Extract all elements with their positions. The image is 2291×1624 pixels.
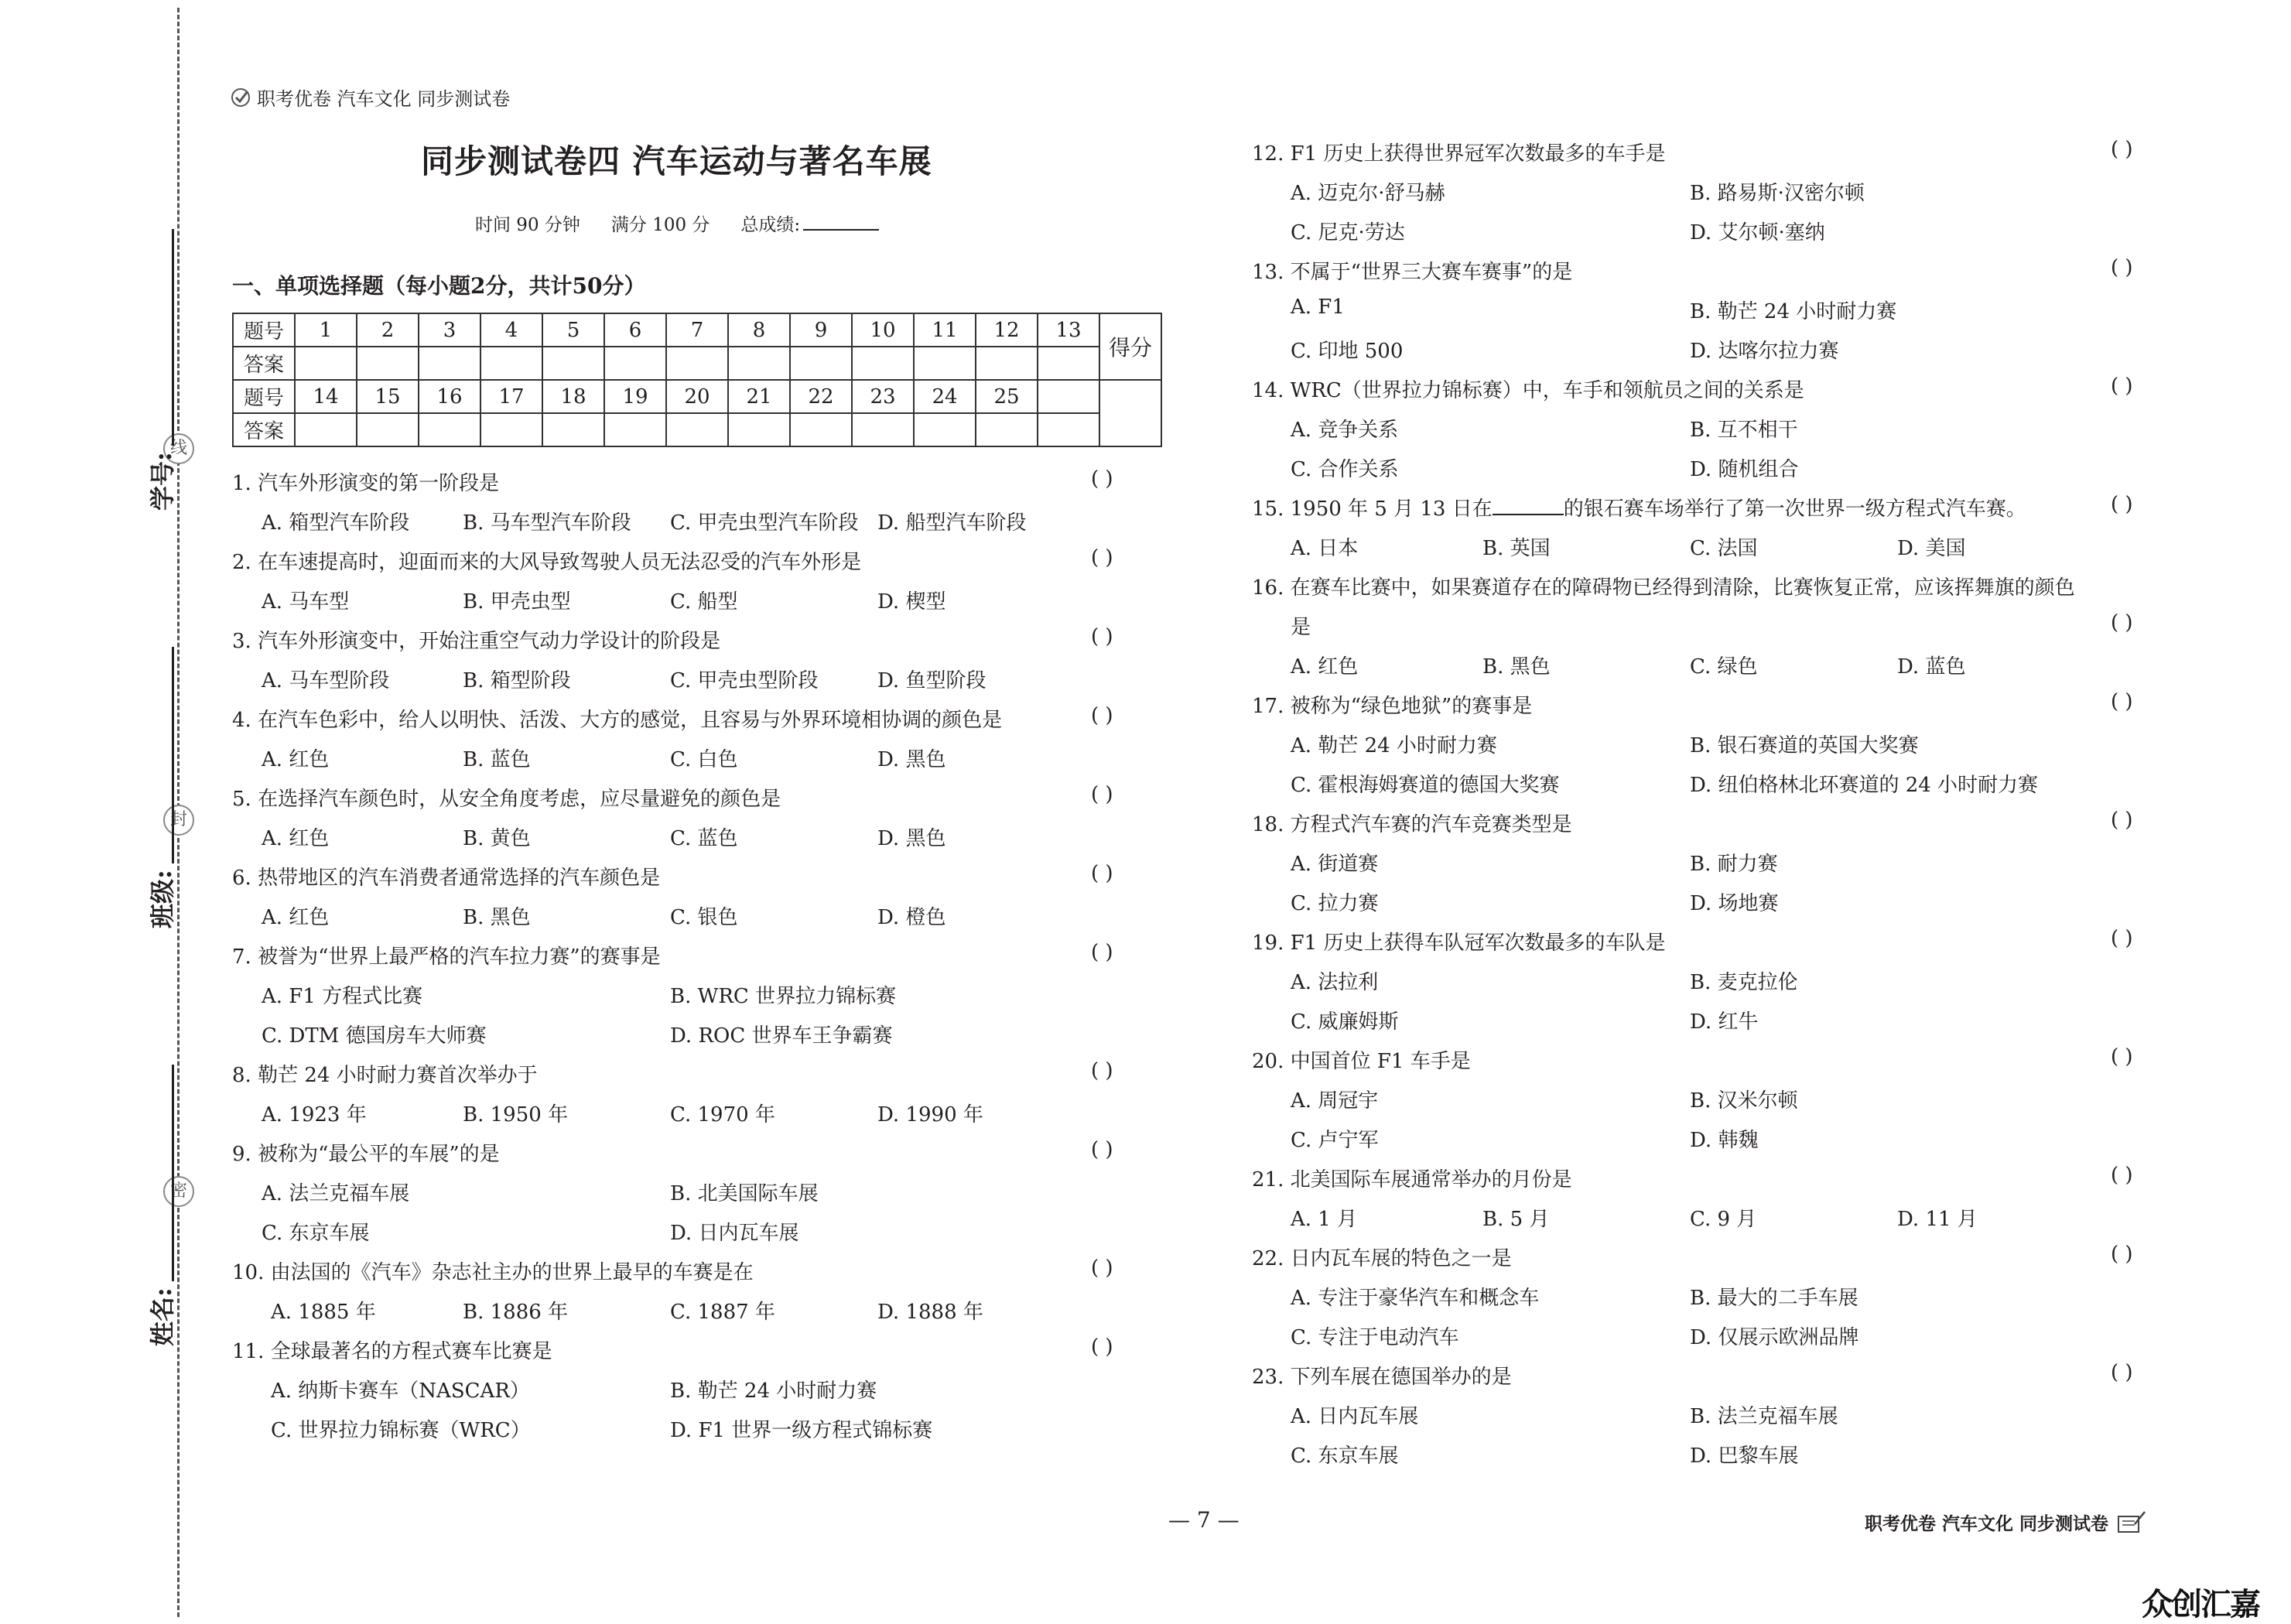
- option: A. 红色: [262, 906, 330, 929]
- option: A. 马车型: [262, 590, 350, 614]
- question-17-answer[interactable]: ( ): [2111, 690, 2133, 713]
- question-11-stem: 11. 全球最著名的方程式赛车比赛是: [232, 1340, 552, 1363]
- answer-cell[interactable]: [852, 347, 914, 380]
- question-4-stem: 4. 在汽车色彩中，给人以明快、活泼、大方的感觉，且容易与外界环境相协调的颜色是: [232, 709, 1003, 732]
- answer-cell[interactable]: [419, 347, 480, 380]
- question-19-stem: 19. F1 历史上获得车队冠军次数最多的车队是: [1252, 932, 1666, 955]
- option: C. 蓝色: [670, 827, 738, 850]
- question-2-answer[interactable]: ( ): [1091, 546, 1113, 569]
- option: D. F1 世界一级方程式锦标赛: [670, 1419, 933, 1442]
- answer-cell[interactable]: [542, 347, 604, 380]
- option: D. 美国: [1897, 537, 1966, 560]
- option: C. 霍根海姆赛道的德国大奖赛: [1291, 774, 1560, 797]
- exam-time: 时间 90 分钟: [475, 215, 580, 235]
- option: C. 银色: [670, 906, 738, 929]
- question-16-answer[interactable]: ( ): [2111, 611, 2133, 634]
- option: B. 黑色: [463, 906, 531, 929]
- question-14-answer[interactable]: ( ): [2111, 374, 2133, 398]
- question-18-answer[interactable]: ( ): [2111, 809, 2133, 832]
- name-field[interactable]: [143, 1065, 179, 1346]
- table-row: [233, 413, 1161, 446]
- option: D. 日内瓦车展: [670, 1222, 799, 1245]
- question-5-answer[interactable]: ( ): [1091, 783, 1113, 806]
- answer-cell[interactable]: [728, 413, 790, 446]
- question-number-cell: 7: [666, 313, 728, 347]
- question-number-cell: 22: [790, 380, 852, 413]
- row-label-number: 题号: [233, 313, 295, 347]
- option: D. 红牛: [1690, 1010, 1759, 1034]
- question-number-cell: 12: [976, 313, 1038, 347]
- question-20-answer[interactable]: ( ): [2111, 1045, 2133, 1068]
- question-23-stem: 23. 下列车展在德国举办的是: [1252, 1366, 1512, 1389]
- option: C. 威廉姆斯: [1291, 1010, 1399, 1034]
- question-10-answer[interactable]: ( ): [1091, 1256, 1113, 1280]
- option: B. 最大的二手车展: [1690, 1287, 1858, 1310]
- option: B. 互不相干: [1690, 419, 1798, 442]
- question-number-cell: 20: [666, 380, 728, 413]
- question-15-blank[interactable]: [1493, 514, 1564, 515]
- option: A. 迈克尔·舒马赫: [1291, 182, 1445, 205]
- page-title: 同步测试卷四 汽车运动与著名车展: [421, 142, 932, 180]
- page-number: — 7 —: [1168, 1507, 1240, 1533]
- question-number-cell: 10: [852, 313, 914, 347]
- question-number-cell: 23: [852, 380, 914, 413]
- answer-table: [232, 313, 1162, 447]
- option: D. 巴黎车展: [1690, 1445, 1799, 1468]
- answer-cell[interactable]: [976, 347, 1038, 380]
- option: D. 鱼型阶段: [877, 669, 986, 692]
- option: B. 北美国际车展: [670, 1182, 819, 1205]
- option: B. 蓝色: [463, 748, 531, 771]
- question-number-cell: 16: [419, 380, 480, 413]
- answer-cell[interactable]: [357, 347, 419, 380]
- question-number-cell: 3: [419, 313, 480, 347]
- question-12-answer[interactable]: ( ): [2111, 138, 2133, 161]
- option: B. WRC 世界拉力锦标赛: [670, 985, 897, 1008]
- option: D. 1990 年: [877, 1103, 983, 1127]
- answer-cell[interactable]: [604, 413, 666, 446]
- question-12-stem: 12. F1 历史上获得世界冠军次数最多的车手是: [1252, 142, 1666, 166]
- option: B. 麦克拉伦: [1690, 971, 1798, 994]
- question-19-answer[interactable]: ( ): [2111, 927, 2133, 950]
- name-line[interactable]: [172, 1065, 174, 1281]
- option: D. 橙色: [877, 906, 946, 929]
- question-7-answer[interactable]: ( ): [1091, 941, 1113, 964]
- watermark: 众创汇嘉: [2142, 1587, 2259, 1622]
- option: C. DTM 德国房车大师赛: [262, 1024, 487, 1048]
- answer-cell[interactable]: [914, 413, 976, 446]
- option: D. 1888 年: [877, 1301, 983, 1324]
- option: D. 黑色: [877, 827, 946, 850]
- option: C. 白色: [670, 748, 738, 771]
- option: A. 1885 年: [271, 1301, 376, 1324]
- answer-cell[interactable]: [976, 413, 1038, 446]
- question-16-stem-line2: 是: [1291, 616, 1311, 639]
- exam-full-score: 满分 100 分: [610, 215, 710, 235]
- option: A. 专注于豪华汽车和概念车: [1291, 1287, 1540, 1310]
- option: D. 达喀尔拉力赛: [1690, 340, 1839, 363]
- bind-mark-secret: 密: [163, 1176, 194, 1207]
- book-icon: [2116, 1509, 2147, 1535]
- answer-cell[interactable]: [542, 413, 604, 446]
- question-number-cell: 14: [295, 380, 357, 413]
- question-13-answer[interactable]: ( ): [2111, 256, 2133, 279]
- answer-cell[interactable]: [480, 347, 542, 380]
- section-heading: 一、单项选择题（每小题2分，共计50分）: [232, 273, 646, 299]
- option: A. 街道赛: [1291, 853, 1379, 876]
- option: C. 拉力赛: [1291, 892, 1379, 915]
- option: A. 1923 年: [262, 1103, 367, 1127]
- option: B. 路易斯·汉密尔顿: [1690, 182, 1865, 205]
- table-row: [233, 380, 1161, 413]
- option: A. 箱型汽车阶段: [262, 511, 410, 535]
- question-16-stem: 16. 在赛车比赛中，如果赛道存在的障碍物已经得到清除，比赛恢复正常，应该挥舞旗的颜色: [1252, 576, 2075, 600]
- question-number-cell: 24: [914, 380, 976, 413]
- question-10-stem: 10. 由法国的《汽车》杂志社主办的世界上最早的车赛是在: [232, 1261, 754, 1284]
- option: A. F1: [1291, 296, 1345, 319]
- option: A. 纳斯卡赛车（NASCAR）: [271, 1380, 530, 1403]
- option: C. 卢宁军: [1291, 1129, 1379, 1152]
- question-3-stem: 3. 汽车外形演变中，开始注重空气动力学设计的阶段是: [232, 630, 721, 653]
- option: B. 箱型阶段: [463, 669, 571, 692]
- question-13-stem: 13. 不属于“世界三大赛车赛事”的是: [1252, 261, 1573, 284]
- option: A. 1 月: [1291, 1208, 1358, 1231]
- question-22-stem: 22. 日内瓦车展的特色之一是: [1252, 1247, 1512, 1270]
- option: D. 仅展示欧洲品牌: [1690, 1326, 1859, 1349]
- question-number-cell: 19: [604, 380, 666, 413]
- option: C. 印地 500: [1291, 340, 1404, 363]
- option: B. 汉米尔顿: [1690, 1089, 1798, 1113]
- question-15-stem: [1252, 493, 2026, 521]
- class-label: 班级:: [148, 870, 177, 928]
- question-3-answer[interactable]: ( ): [1091, 625, 1113, 648]
- option: A. 马车型阶段: [262, 669, 390, 692]
- question-21-answer[interactable]: ( ): [2111, 1164, 2133, 1187]
- question-number-cell: 9: [790, 313, 852, 347]
- question-number-cell: 2: [357, 313, 419, 347]
- answer-cell[interactable]: [295, 347, 357, 380]
- option: B. 耐力赛: [1690, 853, 1778, 876]
- option: D. 黑色: [877, 748, 946, 771]
- question-1-stem: 1. 汽车外形演变的第一阶段是: [232, 472, 500, 495]
- option: B. 银石赛道的英国大奖赛: [1690, 734, 1919, 757]
- exam-total: [740, 210, 879, 236]
- answer-cell[interactable]: [666, 347, 728, 380]
- question-17-stem: 17. 被称为“绿色地狱”的赛事是: [1252, 695, 1533, 718]
- bind-mark-seal: 封: [163, 805, 194, 836]
- option: C. 法国: [1690, 537, 1758, 560]
- question-18-stem: 18. 方程式汽车赛的汽车竞赛类型是: [1252, 813, 1572, 836]
- footer-series-text: 职考优卷 汽车文化 同步测试卷: [1865, 1513, 2109, 1534]
- option: A. 日内瓦车展: [1291, 1405, 1419, 1428]
- option: B. 黄色: [463, 827, 531, 850]
- question-number-cell: 25: [976, 380, 1038, 413]
- answer-cell[interactable]: [790, 413, 852, 446]
- option: C. 1887 年: [670, 1301, 775, 1324]
- option: B. 1950 年: [463, 1103, 569, 1127]
- answer-cell[interactable]: [480, 413, 542, 446]
- option: D. 艾尔顿·塞纳: [1690, 221, 1825, 244]
- option: C. 1970 年: [670, 1103, 775, 1127]
- option: C. 绿色: [1690, 655, 1758, 679]
- score-value-cell[interactable]: [1099, 380, 1161, 446]
- question-21-stem: 21. 北美国际车展通常举办的月份是: [1252, 1168, 1572, 1192]
- option: A. 红色: [262, 748, 330, 771]
- option: D. 韩魏: [1690, 1129, 1759, 1152]
- row-label-number: 题号: [233, 380, 295, 413]
- class-field[interactable]: [143, 647, 179, 928]
- question-number-cell: 13: [1038, 313, 1099, 347]
- question-6-answer[interactable]: ( ): [1091, 862, 1113, 885]
- bind-mark-line: 线: [163, 433, 194, 464]
- student-id-line[interactable]: [172, 229, 174, 446]
- check-icon: [231, 87, 251, 108]
- answer-cell[interactable]: [728, 347, 790, 380]
- option: C. 专注于电动汽车: [1291, 1326, 1459, 1349]
- question-number-cell: 18: [542, 380, 604, 413]
- exam-total-label: 总成绩:: [740, 215, 801, 235]
- question-number-cell: 5: [542, 313, 604, 347]
- student-id-field[interactable]: [143, 229, 179, 511]
- score-label-cell: 得分: [1099, 313, 1161, 380]
- option: A. 勒芒 24 小时耐力赛: [1291, 734, 1497, 757]
- name-label: 姓名:: [148, 1287, 177, 1346]
- question-20-stem: 20. 中国首位 F1 车手是: [1252, 1050, 1471, 1073]
- answer-cell[interactable]: [790, 347, 852, 380]
- option: D. ROC 世界车王争霸赛: [670, 1024, 893, 1048]
- option: A. 日本: [1291, 537, 1359, 560]
- option: B. 勒芒 24 小时耐力赛: [670, 1380, 877, 1403]
- option: B. 1886 年: [463, 1301, 569, 1324]
- answer-cell[interactable]: [666, 413, 728, 446]
- question-22-answer[interactable]: ( ): [2111, 1243, 2133, 1266]
- student-id-label: 学号:: [148, 452, 177, 511]
- option: B. 黑色: [1482, 655, 1551, 679]
- question-number-cell: 17: [480, 380, 542, 413]
- question-number-cell: 6: [604, 313, 666, 347]
- answer-cell[interactable]: [1038, 347, 1099, 380]
- option: C. 甲壳虫型阶段: [670, 669, 819, 692]
- question-5-stem: 5. 在选择汽车颜色时，从安全角度考虑，应尽量避免的颜色是: [232, 788, 781, 811]
- question-7-stem: 7. 被誉为“世界上最严格的汽车拉力赛”的赛事是: [232, 945, 661, 969]
- question-6-stem: 6. 热带地区的汽车消费者通常选择的汽车颜色是: [232, 867, 661, 890]
- option: D. 11 月: [1897, 1208, 1978, 1231]
- question-9-stem: 9. 被称为“最公平的车展”的是: [232, 1143, 500, 1166]
- answer-cell[interactable]: [604, 347, 666, 380]
- question-15-answer[interactable]: ( ): [2111, 493, 2133, 516]
- question-2-stem: 2. 在车速提高时，迎面而来的大风导致驾驶人员无法忍受的汽车外形是: [232, 551, 862, 574]
- question-8-answer[interactable]: ( ): [1091, 1059, 1113, 1082]
- class-line[interactable]: [172, 647, 174, 863]
- option: D. 蓝色: [1897, 655, 1966, 679]
- question-number-cell: 11: [914, 313, 976, 347]
- option: A. 红色: [262, 827, 330, 850]
- question-11-answer[interactable]: ( ): [1091, 1335, 1113, 1359]
- option: C. 东京车展: [1291, 1445, 1399, 1468]
- question-15-stem-before: 15. 1950 年 5 月 13 日在: [1252, 497, 1493, 521]
- total-score-blank[interactable]: [803, 229, 879, 231]
- question-number-cell: [1038, 380, 1099, 413]
- question-number-cell: 1: [295, 313, 357, 347]
- option: A. F1 方程式比赛: [262, 985, 423, 1008]
- option: D. 楔型: [877, 590, 946, 614]
- option: A. 法兰克福车展: [262, 1182, 410, 1205]
- table-row: [233, 313, 1161, 347]
- answer-cell[interactable]: [1038, 413, 1099, 446]
- option: C. 船型: [670, 590, 738, 614]
- option: B. 英国: [1482, 537, 1551, 560]
- option: B. 甲壳虫型: [463, 590, 571, 614]
- option: C. 9 月: [1690, 1208, 1757, 1231]
- question-8-stem: 8. 勒芒 24 小时耐力赛首次举办于: [232, 1064, 538, 1087]
- option: B. 马车型汽车阶段: [463, 511, 631, 535]
- option: B. 勒芒 24 小时耐力赛: [1690, 300, 1897, 323]
- option: B. 5 月: [1482, 1208, 1550, 1231]
- question-4-answer[interactable]: ( ): [1091, 704, 1113, 727]
- option: C. 合作关系: [1291, 458, 1399, 481]
- option: D. 随机组合: [1690, 458, 1799, 481]
- answer-cell[interactable]: [852, 413, 914, 446]
- option: D. 纽伯格林北环赛道的 24 小时耐力赛: [1690, 774, 2039, 797]
- option: A. 竞争关系: [1291, 419, 1399, 442]
- question-15-stem-after: 的银石赛车场举行了第一次世界一级方程式汽车赛。: [1563, 497, 2026, 521]
- question-number-cell: 4: [480, 313, 542, 347]
- question-9-answer[interactable]: ( ): [1091, 1138, 1113, 1161]
- question-14-stem: 14. WRC（世界拉力锦标赛）中，车手和领航员之间的关系是: [1252, 379, 1804, 402]
- question-number-cell: 21: [728, 380, 790, 413]
- option: B. 法兰克福车展: [1690, 1405, 1838, 1428]
- footer-series: [1865, 1509, 2147, 1535]
- header-series: [231, 84, 510, 111]
- option: D. 场地赛: [1690, 892, 1779, 915]
- option: C. 东京车展: [262, 1222, 370, 1245]
- option: C. 尼克·劳达: [1291, 221, 1405, 244]
- exam-meta: [475, 210, 879, 236]
- answer-cell[interactable]: [914, 347, 976, 380]
- answer-cell[interactable]: [295, 413, 357, 446]
- option: A. 红色: [1291, 655, 1359, 679]
- row-label-answer: 答案: [233, 413, 295, 446]
- row-label-answer: 答案: [233, 347, 295, 380]
- question-23-answer[interactable]: ( ): [2111, 1361, 2133, 1384]
- option: D. 船型汽车阶段: [877, 511, 1027, 535]
- answer-cell[interactable]: [357, 413, 419, 446]
- table-row: [233, 347, 1161, 380]
- option: A. 法拉利: [1291, 971, 1379, 994]
- question-number-cell: 15: [357, 380, 419, 413]
- option: C. 甲壳虫型汽车阶段: [670, 511, 859, 535]
- question-number-cell: 8: [728, 313, 790, 347]
- option: A. 周冠宇: [1291, 1089, 1379, 1113]
- option: C. 世界拉力锦标赛（WRC）: [271, 1419, 531, 1442]
- question-1-answer[interactable]: ( ): [1091, 467, 1113, 491]
- answer-cell[interactable]: [419, 413, 480, 446]
- header-series-text: 职考优卷 汽车文化 同步测试卷: [257, 88, 511, 110]
